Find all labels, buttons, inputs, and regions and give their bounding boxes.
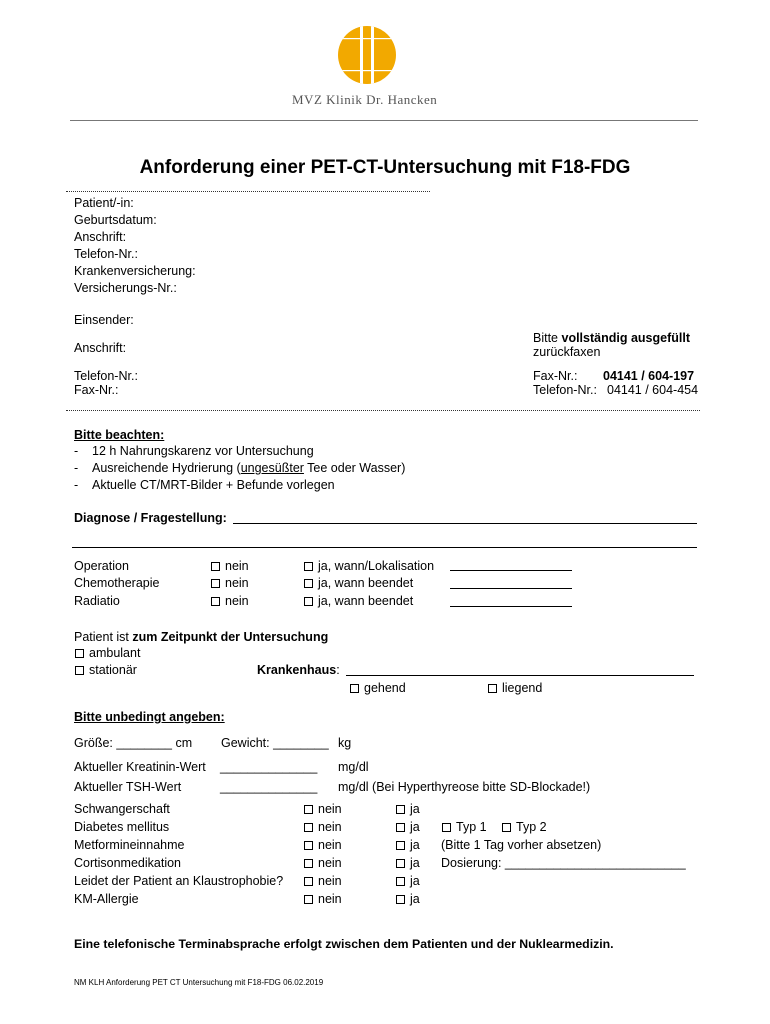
return-fax-value: 04141 / 604-197 bbox=[603, 369, 695, 383]
notes-item: 12 h Nahrungskarenz vor Untersuchung bbox=[92, 444, 314, 458]
option-label: ja bbox=[410, 838, 420, 852]
gewicht-unit: kg bbox=[338, 736, 352, 750]
notes-item bbox=[92, 461, 405, 476]
notes-item-underlined: ungesüßter bbox=[240, 461, 304, 475]
option-label: nein bbox=[318, 874, 342, 888]
typ2-option[interactable] bbox=[502, 820, 547, 835]
question-label: Metformineinnahme bbox=[74, 838, 185, 852]
kreatinin-label: Aktueller Kreatinin-Wert bbox=[74, 760, 206, 774]
patient-field: Krankenversicherung: bbox=[74, 264, 196, 278]
option-label: ambulant bbox=[89, 646, 141, 660]
return-instruction bbox=[533, 331, 690, 346]
checkbox-icon[interactable] bbox=[304, 841, 313, 850]
clinic-name: MVZ Klinik Dr. Hancken bbox=[292, 92, 438, 107]
tsh-field[interactable]: ______________ bbox=[220, 780, 318, 794]
return-phone-value: 04141 / 604-454 bbox=[607, 383, 699, 397]
option-label: nein bbox=[318, 802, 342, 816]
therapy-yes-option[interactable] bbox=[304, 594, 413, 609]
patient-field: Patient/-in: bbox=[74, 196, 134, 210]
question-yes-option[interactable] bbox=[396, 874, 420, 889]
option-label: nein bbox=[318, 892, 342, 906]
checkbox-icon[interactable] bbox=[304, 562, 313, 571]
option-label: ja bbox=[410, 820, 420, 834]
notes-bullet: - bbox=[74, 478, 79, 492]
sender-einsender: Einsender: bbox=[74, 313, 134, 327]
checkbox-icon[interactable] bbox=[304, 877, 313, 886]
option-label: gehend bbox=[364, 681, 406, 695]
option-label: ja, wann beendet bbox=[318, 594, 414, 608]
option-label: ja, wann/Lokalisation bbox=[318, 559, 435, 573]
notes-item-text: Ausreichende Hydrierung ( bbox=[92, 461, 241, 475]
checkbox-icon[interactable] bbox=[502, 823, 511, 832]
krankenhaus-colon: : bbox=[336, 663, 340, 677]
checkbox-icon[interactable] bbox=[396, 895, 405, 904]
sender-anschrift: Anschrift: bbox=[74, 341, 127, 355]
checkbox-icon[interactable] bbox=[350, 684, 359, 693]
question-label: Schwangerschaft bbox=[74, 802, 170, 816]
option-label: ja bbox=[410, 802, 420, 816]
header-divider bbox=[70, 120, 698, 121]
therapy-no-option[interactable] bbox=[211, 594, 249, 609]
therapy-no-option[interactable] bbox=[211, 576, 249, 591]
option-label: Typ 1 bbox=[456, 820, 487, 834]
logo-emblem-icon bbox=[336, 24, 398, 86]
footer-reference: NM KLH Anforderung PET CT Untersuchung mit F18-FDG 06.02.2019 bbox=[74, 978, 324, 987]
therapy-label: Chemotherapie bbox=[74, 576, 160, 590]
sender-telefon: Telefon-Nr.: bbox=[74, 369, 138, 383]
checkbox-icon[interactable] bbox=[304, 823, 313, 832]
question-no-option[interactable] bbox=[304, 856, 342, 871]
typ1-option[interactable] bbox=[442, 820, 487, 835]
checkbox-icon[interactable] bbox=[396, 877, 405, 886]
checkbox-icon[interactable] bbox=[442, 823, 451, 832]
checkbox-icon[interactable] bbox=[75, 666, 84, 675]
option-label: liegend bbox=[502, 681, 543, 695]
return-instruction-line2: zurückfaxen bbox=[533, 345, 601, 359]
sender-fax: Fax-Nr.: bbox=[74, 383, 119, 397]
option-label: stationär bbox=[89, 663, 137, 677]
checkbox-icon[interactable] bbox=[75, 649, 84, 658]
checkbox-icon[interactable] bbox=[396, 841, 405, 850]
therapy-detail-line[interactable] bbox=[450, 588, 572, 589]
question-yes-option[interactable] bbox=[396, 802, 420, 817]
option-label: nein bbox=[225, 576, 249, 590]
question-yes-option[interactable] bbox=[396, 838, 420, 853]
question-yes-option[interactable] bbox=[396, 820, 420, 835]
notes-bullet: - bbox=[74, 461, 79, 475]
status-stationaer-option[interactable] bbox=[75, 663, 137, 678]
diagnose-line[interactable] bbox=[233, 523, 697, 524]
therapy-label: Operation bbox=[74, 559, 129, 573]
checkbox-icon[interactable] bbox=[304, 579, 313, 588]
question-yes-option[interactable] bbox=[396, 856, 420, 871]
question-no-option[interactable] bbox=[304, 892, 342, 907]
therapy-label: Radiatio bbox=[74, 594, 120, 608]
status-heading bbox=[74, 630, 328, 645]
status-prefix: Patient ist bbox=[74, 630, 133, 644]
question-label: KM-Allergie bbox=[74, 892, 139, 906]
checkbox-icon[interactable] bbox=[304, 859, 313, 868]
option-label: nein bbox=[318, 838, 342, 852]
checkbox-icon[interactable] bbox=[304, 805, 313, 814]
option-label: nein bbox=[318, 820, 342, 834]
return-instruction-bold: vollständig ausgefüllt bbox=[561, 331, 690, 345]
option-label: ja bbox=[410, 892, 420, 906]
patient-field: Telefon-Nr.: bbox=[74, 247, 138, 261]
tsh-unit: mg/dl (Bei Hyperthyreose bitte SD-Blockade!) bbox=[338, 780, 591, 794]
question-label: Leidet der Patient an Klaustrophobie? bbox=[74, 874, 284, 888]
checkbox-icon[interactable] bbox=[211, 597, 220, 606]
option-label: nein bbox=[225, 559, 249, 573]
option-label: ja, wann beendet bbox=[318, 576, 414, 590]
option-label: ja bbox=[410, 856, 420, 870]
option-label: ja bbox=[410, 874, 420, 888]
checkbox-icon[interactable] bbox=[211, 562, 220, 571]
status-bold: zum Zeitpunkt der Untersuchung bbox=[132, 630, 329, 644]
therapy-no-option[interactable] bbox=[211, 559, 249, 574]
groesse-field[interactable]: Größe: ________ cm bbox=[74, 736, 193, 750]
checkbox-icon[interactable] bbox=[396, 805, 405, 814]
return-instruction-prefix: Bitte bbox=[533, 331, 562, 345]
checkbox-icon[interactable] bbox=[396, 859, 405, 868]
footer-note: Eine telefonische Terminabsprache erfolgt zwischen dem Patienten und der Nuklearmedizin. bbox=[74, 937, 614, 951]
diagnose-label: Diagnose / Fragestellung: bbox=[74, 511, 227, 525]
option-label: Typ 2 bbox=[516, 820, 547, 834]
gehend-option[interactable] bbox=[350, 681, 406, 696]
checkbox-icon[interactable] bbox=[396, 823, 405, 832]
krankenhaus-line[interactable] bbox=[346, 675, 694, 676]
checkbox-icon[interactable] bbox=[488, 684, 497, 693]
notes-bullet: - bbox=[74, 444, 79, 458]
return-phone-label: Telefon-Nr.: bbox=[533, 383, 597, 397]
liegend-option[interactable] bbox=[488, 681, 542, 696]
question-label: Cortisonmedikation bbox=[74, 856, 181, 870]
therapy-yes-option[interactable] bbox=[304, 576, 413, 591]
question-yes-option[interactable] bbox=[396, 892, 420, 907]
clinic-logo bbox=[336, 24, 398, 86]
dosierung-field[interactable]: Dosierung: __________________________ bbox=[441, 856, 686, 870]
question-no-option[interactable] bbox=[304, 802, 342, 817]
metformin-note: (Bitte 1 Tag vorher absetzen) bbox=[441, 838, 602, 852]
sender-bottom-divider bbox=[66, 410, 700, 411]
gewicht-field[interactable]: Gewicht: ________ bbox=[221, 736, 329, 750]
patient-field: Geburtsdatum: bbox=[74, 213, 157, 227]
notes-item-suffix: Tee oder Wasser) bbox=[303, 461, 406, 475]
question-no-option[interactable] bbox=[304, 838, 342, 853]
question-label: Diabetes mellitus bbox=[74, 820, 170, 834]
question-no-option[interactable] bbox=[304, 820, 342, 835]
checkbox-icon[interactable] bbox=[304, 895, 313, 904]
krankenhaus-label-text: Krankenhaus bbox=[257, 663, 337, 677]
kreatinin-field[interactable]: ______________ bbox=[220, 760, 318, 774]
patient-top-divider bbox=[66, 191, 430, 192]
page-title: Anforderung einer PET-CT-Untersuchung mit F18-FDG bbox=[139, 157, 631, 178]
status-ambulant-option[interactable] bbox=[75, 646, 140, 661]
therapy-yes-option[interactable] bbox=[304, 559, 434, 574]
checkbox-icon[interactable] bbox=[211, 579, 220, 588]
patient-field: Versicherungs-Nr.: bbox=[74, 281, 177, 295]
measures-heading: Bitte unbedingt angeben: bbox=[74, 710, 225, 724]
kreatinin-unit: mg/dl bbox=[338, 760, 369, 774]
therapy-detail-line[interactable] bbox=[450, 606, 572, 607]
return-fax-label: Fax-Nr.: bbox=[533, 369, 578, 383]
notes-heading: Bitte beachten: bbox=[74, 428, 165, 442]
tsh-label: Aktueller TSH-Wert bbox=[74, 780, 182, 794]
question-no-option[interactable] bbox=[304, 874, 342, 889]
therapy-detail-line[interactable] bbox=[450, 570, 572, 571]
option-label: nein bbox=[225, 594, 249, 608]
notes-item: Aktuelle CT/MRT-Bilder + Befunde vorlegen bbox=[92, 478, 335, 492]
patient-field: Anschrift: bbox=[74, 230, 127, 244]
checkbox-icon[interactable] bbox=[304, 597, 313, 606]
option-label: nein bbox=[318, 856, 342, 870]
krankenhaus-label bbox=[257, 663, 340, 678]
diagnose-line-2[interactable] bbox=[72, 547, 697, 548]
